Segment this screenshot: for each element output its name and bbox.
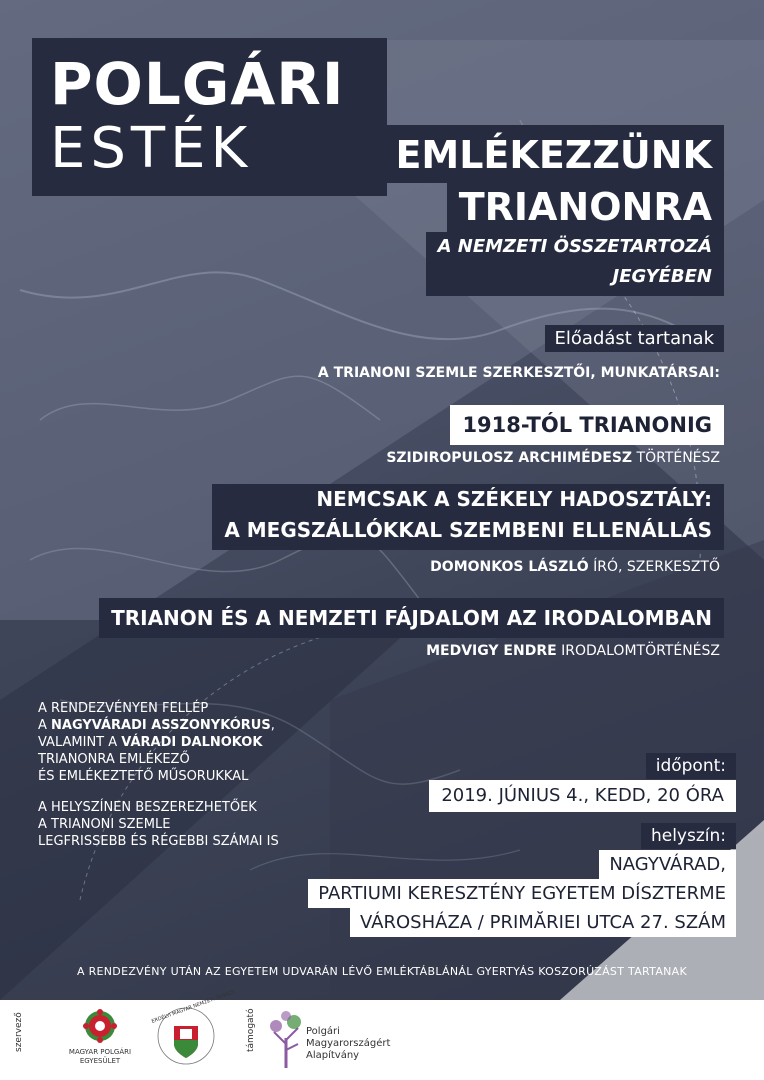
event-subtitle-line2: JEGYÉBEN	[612, 266, 712, 287]
foundation-tree-icon	[268, 1010, 304, 1070]
place-line-2: PARTIUMI KERESZTÉNY EGYETEM DÍSZTERME	[308, 879, 736, 908]
series-title-line1: POLGÁRI	[50, 50, 345, 118]
foundation-name-line: Alapítvány	[306, 1050, 360, 1061]
series-title-line2: ESTÉK	[50, 116, 253, 181]
sales-line: LEGFRISSEBB ÉS RÉGEBBI SZÁMAI IS	[38, 834, 279, 849]
supporter-label: támogató	[246, 1008, 256, 1052]
presenters-group: A TRIANONI SZEMLE SZERKESZTŐI, MUNKATÁRSAI:	[317, 365, 720, 381]
performers-line: A	[38, 718, 52, 733]
mpe-logo-icon	[82, 1008, 118, 1044]
talk-2-speaker	[430, 559, 720, 575]
foundation-name	[306, 1026, 390, 1062]
presenters-label: Előadást tartanak	[545, 325, 724, 352]
sales-text	[38, 799, 338, 850]
organizer-label: szervező	[14, 1012, 24, 1052]
place-label: helyszín:	[641, 823, 736, 849]
sales-line: A TRIANONI SZEMLE	[38, 817, 171, 832]
performers-text	[38, 700, 338, 785]
performers-line: VALAMINT A	[38, 735, 122, 750]
speaker-name: DOMONKOS LÁSZLÓ	[430, 559, 589, 575]
talk-3-title: TRIANON ÉS A NEMZETI FÁJDALOM AZ IRODALOMBAN	[99, 598, 724, 638]
foundation-name-line: Magyarországért	[306, 1038, 391, 1049]
performers-line: A RENDEZVÉNYEN FELLÉP	[38, 701, 209, 716]
speaker-role: TÖRTÉNÉSZ	[632, 450, 720, 466]
talk-2-title	[212, 484, 724, 550]
event-subtitle-line1: A NEMZETI ÖSSZETARTOZÁ	[437, 236, 712, 257]
logos	[0, 989, 764, 1080]
speaker-name: MEDVIGY ENDRE	[426, 643, 557, 659]
talk-1-title: 1918-TÓL TRIANONIG	[450, 405, 724, 445]
time-value: 2019. JÚNIUS 4., KEDD, 20 ÓRA	[429, 780, 736, 812]
event-title-line1: EMLÉKEZZÜNK	[383, 125, 724, 183]
event-subtitle	[426, 232, 724, 296]
footer-note: A RENDEZVÉNY UTÁN AZ EGYETEM UDVARÁN LÉVŐ EMLÉKTÁBLÁNÁL GYERTYÁS KOSZORÚZÁST TARTANAK	[76, 965, 688, 978]
time-label: időpont:	[646, 753, 736, 779]
place-line-3: VÁROSHÁZA / PRIMĂRIEI UTCA 27. SZÁM	[350, 908, 736, 937]
speaker-name: SZIDIROPULOSZ ARCHIMÉDESZ	[386, 450, 633, 466]
singers-name: VÁRADI DALNOKOK	[121, 735, 263, 750]
talk-2-title-line1: NEMCSAK A SZÉKELY HADOSZTÁLY:	[316, 487, 712, 511]
emnt-seal-text: ERDÉLYI MAGYAR NEMZETI TANÁCS	[150, 989, 236, 1025]
performers-line: TRIANONRA EMLÉKEZŐ	[38, 752, 190, 767]
talk-3-speaker	[426, 643, 720, 659]
event-title-line2: TRIANONRA	[447, 182, 724, 232]
performers-line: ÉS EMLÉKEZTETŐ MŰSORUKKAL	[38, 769, 249, 784]
side-info	[38, 700, 338, 864]
mpe-logo-caption: MAGYAR POLGÁRI EGYESÜLET	[68, 1048, 132, 1065]
sales-line: A HELYSZÍNEN BESZEREZHETŐEK	[38, 800, 257, 815]
choir-name: NAGYVÁRADI ASSZONYKÓRUS	[51, 718, 271, 733]
talk-1-speaker	[386, 450, 720, 466]
speaker-role: ÍRÓ, SZERKESZTŐ	[588, 559, 720, 575]
place-line-1: NAGYVÁRAD,	[599, 850, 736, 879]
speaker-role: IRODALOMTÖRTÉNÉSZ	[556, 643, 720, 659]
performers-line: ,	[270, 718, 275, 733]
talk-2-title-line2: A MEGSZÁLLÓKKAL SZEMBENI ELLENÁLLÁS	[224, 518, 712, 542]
foundation-name-line: Polgári	[306, 1026, 340, 1037]
